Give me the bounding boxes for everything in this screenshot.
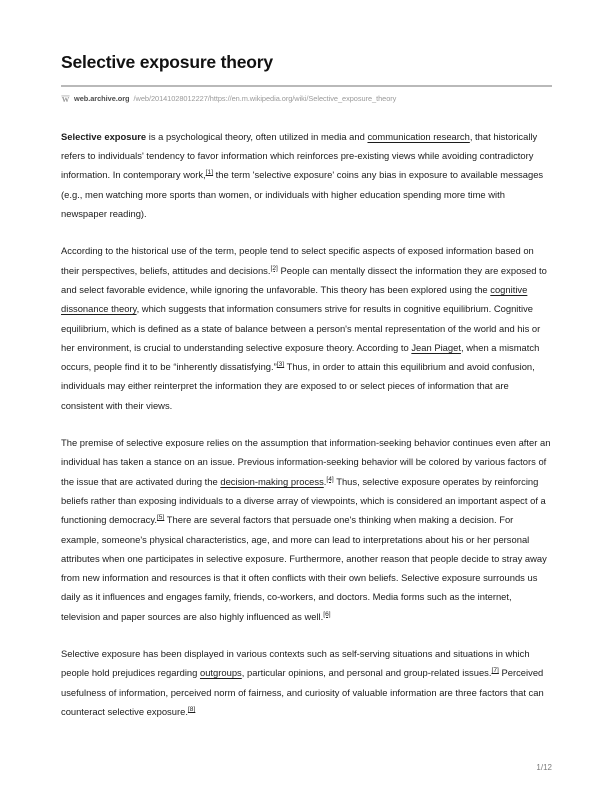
article-link[interactable]: outgroups	[199, 667, 242, 679]
reference-link[interactable]: [2]	[270, 264, 278, 272]
article-link[interactable]: cognitive dissonance theory	[61, 283, 528, 315]
page-number: 1/12	[536, 763, 552, 772]
reference-marker[interactable]	[206, 169, 213, 176]
reference-link[interactable]: [4]	[326, 475, 334, 483]
reference-link[interactable]: [1]	[205, 169, 214, 177]
paragraph-2: According to the historical use of the term, people tend to select specific aspects of exposed information based on their perspectives, beliefs, attitudes and decisions.[2] People can mentally dissect the information they are exposed to and select favorable evidence, while ignoring the unfavorable. This theory has been explored using the cognitive dissonance theory, which suggests that information consumers strive for results in cognitive equilibrium. Cognitive equilibrium, which is defined as a state of balance between a person's mental representation of the world and his or her environment, is crucial to understanding selective exposure theory. According to Jean Piaget, when a mismatch occurs, people find it to be “inherently dissatisfying.”[3] Thus, in order to attain this equilibrium and avoid confusion, individuals may either reinterpret the information they are exposed to or select pieces of information that are consistent with their views.	[61, 245, 547, 411]
article-link[interactable]: communication research	[367, 130, 470, 142]
reference-marker[interactable]	[157, 514, 164, 521]
article-body	[61, 127, 552, 721]
article-link[interactable]: decision-making process	[220, 475, 324, 487]
reference-marker[interactable]	[323, 611, 330, 618]
wikipedia-w-icon	[61, 95, 70, 104]
reference-marker[interactable]	[492, 667, 499, 674]
reference-marker[interactable]	[188, 706, 195, 713]
paragraph-4: Selective exposure has been displayed in various contexts such as self-serving situations and situations in which people hold prejudices regarding outgroups, particular opinions, and personal and group-related issues.[7] Perceived usefulness of information, perceived norm of fairness, and curiosity of valuable information are three factors that can counteract selective exposure.[8]	[61, 648, 544, 717]
reference-link[interactable]: [6]	[323, 610, 331, 618]
paragraph-3: The premise of selective exposure relies on the assumption that information-seeking behavior continues even after an individual has taken a stance on an issue. Previous information-seeking behavior will be colored by various factors of the issue that are activated during the decision-making process.[4] Thus, selective exposure operates by reinforcing beliefs rather than exposing individuals to a diverse array of viewpoints, which is considered an important aspect of a functioning democracy.[5] There are several factors that persuade one's thinking when making a decision. For example, someone's physical characteristics, age, and more can lead to interpretations about his or her personal attributes when one participates in selective exposure. Furthermore, another reason that people decide to stray away from new information and resources is that it often conflicts with their own beliefs. Selective exposure surrounds us daily as it influences and engages family, friends, co-workers, and doctors. Media forms such as the internet, television and paper sources are also highly influenced as well.[6]	[61, 437, 551, 622]
archive-host[interactable]: web.archive.org	[74, 93, 130, 103]
reference-marker[interactable]	[326, 476, 333, 483]
reference-link[interactable]: [8]	[187, 705, 196, 713]
reference-link[interactable]: [7]	[491, 667, 499, 675]
article-link[interactable]: Jean Piaget	[411, 341, 461, 353]
lead-term: Selective exposure	[61, 130, 147, 142]
title-divider	[61, 85, 552, 87]
page-title: Selective exposure theory	[61, 52, 273, 72]
paragraph-1: Selective exposure is a psychological theory, often utilized in media and communication research, that historically refers to individuals' tendency to favor information which reinforces pre-existing views while avoiding contradictory information. In contemporary work,[1] the term 'selective exposure' coins any bias in exposure to available messages (e.g., men watching more sports than women, or individuals with higher education spending more time with newspaper reading).	[61, 130, 544, 220]
reference-marker[interactable]	[271, 265, 278, 272]
archive-source-line	[61, 95, 552, 104]
svg-text:W: W	[61, 94, 70, 104]
reference-link[interactable]: [3]	[276, 361, 285, 369]
archive-path[interactable]: /web/20141028012227/https://en.m.wikipedia.org/wiki/Selective_exposure_theory	[133, 93, 397, 103]
reference-link[interactable]: [5]	[156, 514, 165, 522]
reference-marker[interactable]	[277, 361, 284, 368]
